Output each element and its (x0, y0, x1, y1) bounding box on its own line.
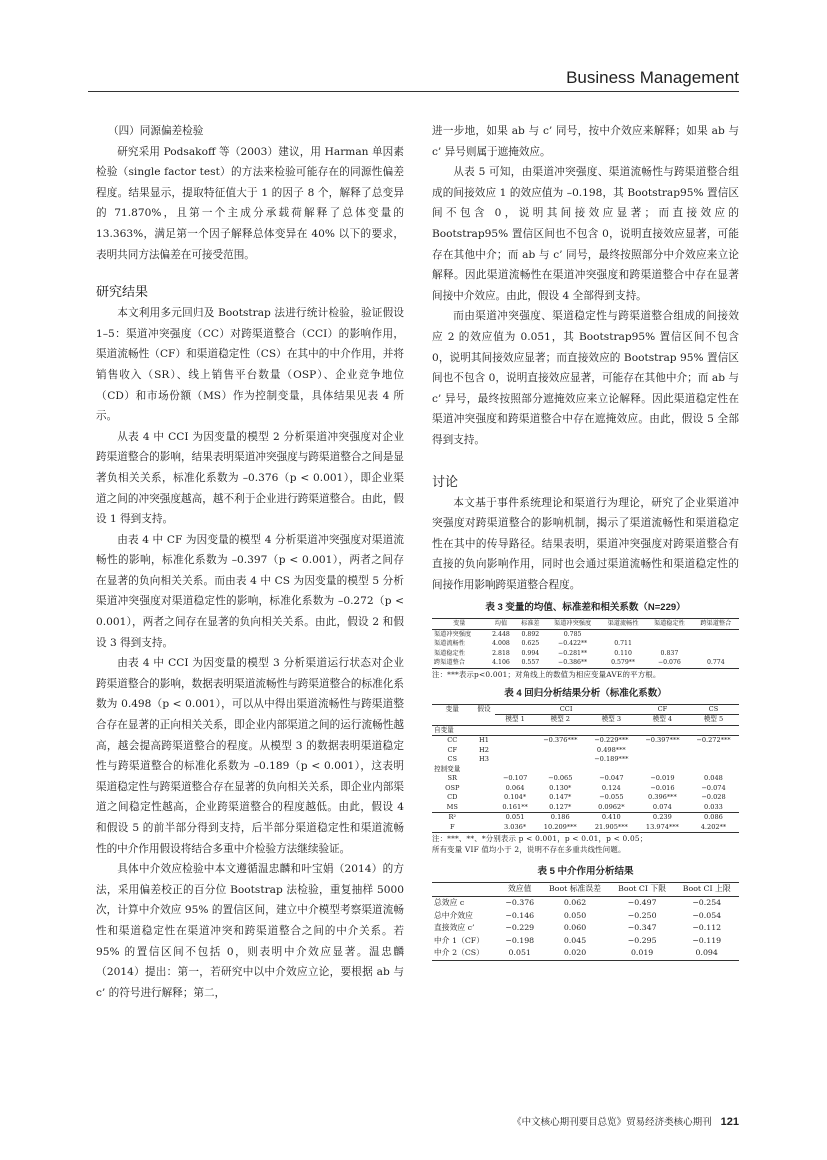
table-cell: −0.019 (650, 774, 675, 783)
table3-header: 标准差 (521, 620, 540, 628)
table-cell: 中介 2（CS） (434, 948, 484, 958)
paragraph: 本文利用多元回归及 Bootstrap 法进行统计检验，验证假设 1–5：渠道冲突强度（CC）对跨渠道整合（CCI）的影响作用，渠道流畅性（CF）和渠道稳定性（CS）在其中的中介作用，并将销售收入（SR）、线上销售平台数量（OSP）、企业竞争地位（CD）和市场份额（MS）作为控制变量，具体结果见表 4 所示。 (96, 307, 404, 423)
table-cell (693, 649, 739, 659)
table-cell: 0.050 (563, 910, 587, 920)
right-column (432, 121, 739, 961)
table-cell: −0.347 (627, 923, 657, 933)
table-cell: 0.020 (563, 948, 587, 958)
paragraph: 从表 5 可知，由渠道冲突强度、渠道流畅性与跨渠道整合组成的间接效应 1 的效应值为 –0.198，其 Bootstrap95% 置信区间不包含 0，说明其间接效应显著；而直接效应的 Bootstrap95% 置信区间也不包含 0，说明直接效应显著，可能存在其他中介；而 ab 与 c’ 同号，最终按照部分中介效应来立论解释。因此渠道流畅性在渠道冲突强度和跨渠道整合中存在显著间接中介效应。由此，假设 4 全部得到支持。 (432, 166, 739, 302)
paragraph: 从表 4 中 CCI 为因变量的模型 2 分析渠道冲突强度对企业跨渠道整合的影响，结果表明渠道冲突强度与跨渠道整合之间是显著负相关关系，标准化系数为 –0.376（p < 0.001），即企业渠道之间的冲突强度越高，越不利于企业进行跨渠道整合。由此，假设 1 得到支持。 (96, 430, 404, 526)
table4-title: 表 4 回归分析结果分析（标准化系数） (504, 687, 667, 699)
table-cell (600, 629, 646, 639)
table-cell: 0.239 (652, 813, 672, 822)
table-cell: R² (448, 813, 457, 822)
table-cell: −0.076 (657, 659, 681, 667)
table-cell: H1 (478, 736, 489, 745)
table-row (432, 823, 739, 833)
table-cell: 2.818 (492, 649, 510, 657)
table4-section-label: 控制变量 (434, 764, 461, 773)
table-cell: 0.147* (549, 793, 572, 802)
table-cell: −0.146 (505, 910, 535, 920)
table-cell: −0.272*** (696, 736, 731, 745)
table-cell: 3.036* (503, 822, 527, 831)
table-cell: 0.130* (549, 783, 572, 792)
table3-note: 注：***表示p<0.001；对角线上的数值为相应变量AVE的平方根。 (432, 669, 661, 679)
table4-model-header: 模型 1 (505, 715, 525, 724)
subheading-common-method-bias: （四）同源偏差检验 (108, 125, 204, 137)
table-cell: H3 (478, 755, 489, 764)
table-cell: −0.112 (692, 923, 722, 933)
table4-section-row (432, 725, 739, 736)
table4-note-line2: 所有变量 VIF 值均小于 2，说明不存在多重共线性问题。 (432, 845, 626, 855)
table3-header: 均值 (494, 620, 508, 628)
table-cell: 0.045 (563, 935, 587, 945)
table-cell (473, 823, 496, 833)
table-cell: H2 (478, 745, 489, 754)
table-row (432, 793, 739, 803)
table-row (432, 803, 739, 813)
table3-header: 渠道流畅性 (607, 620, 639, 628)
table-cell (473, 793, 496, 803)
table-cell: 0.186 (550, 813, 570, 822)
table-cell: 4.202** (700, 822, 727, 831)
table4-section-label: 自变量 (434, 725, 454, 734)
table-cell (473, 774, 496, 784)
paragraph: 而由渠道冲突强度、渠道稳定性与跨渠道整合组成的间接效应 2 的效应值为 0.051，其 Bootstrap95% 置信区间不包含 0，说明其间接效应显著；而直接效应的 Bootstrap 95% 置信区间也不包含 0，说明直接效应显著，可能存在其他中介；而 ab 与 c’ 异号，最终按照部分遮掩效应来立论解释。因此渠道稳定性在渠道冲突强度和跨渠道整合中存在遮掩效应。由此，假设 5 全部得到支持。 (432, 310, 739, 446)
table-cell: CF (447, 745, 458, 754)
table-cell: 0.060 (563, 923, 587, 933)
table-cell: 0.048 (704, 774, 723, 783)
table-cell: 渠道冲突强度 (434, 630, 472, 638)
table-cell: −0.397*** (645, 736, 680, 745)
table-cell: 0.124 (601, 783, 621, 792)
table-cell (535, 746, 586, 756)
table-cell: MS (446, 802, 458, 811)
table-cell: −0.295 (627, 935, 657, 945)
table-row (432, 736, 739, 746)
table-cell: 0.064 (505, 783, 525, 792)
table-cell: 总效应 c (434, 898, 465, 908)
table-cell: 0.033 (704, 802, 723, 811)
table-cell: 0.051 (505, 813, 525, 822)
table-cell (688, 746, 739, 756)
table-row (432, 897, 739, 910)
page-footer (512, 1114, 739, 1128)
table-cell (473, 803, 496, 813)
table3-header: 渠道冲突强度 (554, 620, 592, 628)
table-row (432, 649, 739, 659)
table-cell: −0.047 (599, 774, 624, 783)
heading-discussion: 讨论 (432, 473, 459, 489)
table-row (432, 639, 739, 649)
table-row (432, 658, 739, 668)
table-cell (495, 746, 534, 756)
table5-header: 效应值 (508, 884, 532, 894)
table-cell: 0.396*** (647, 793, 677, 802)
table4-header-row (432, 704, 739, 715)
table-cell: 2.448 (492, 630, 510, 638)
table-cell: −0.254 (692, 898, 722, 908)
table-cell: 0.074 (652, 802, 672, 811)
table-cell: 0.127* (549, 802, 572, 811)
table-cell: 4.008 (492, 640, 510, 648)
table-cell: −0.028 (701, 793, 726, 802)
table4-model-header: 模型 3 (601, 715, 622, 724)
table-cell: 4.106 (492, 659, 510, 667)
table-cell: 0.104* (503, 793, 527, 802)
table-cell: 直接效应 c’ (434, 923, 475, 933)
table-cell: −0.229*** (594, 736, 629, 745)
table4-header: CF (637, 704, 688, 715)
table4-header: 假设 (477, 705, 491, 714)
table-cell: −0.119 (692, 935, 722, 945)
table-cell (535, 755, 586, 765)
page-number: 121 (720, 1116, 739, 1128)
table-cell: CD (447, 793, 458, 802)
table-cell: 0.711 (614, 640, 632, 648)
table5-title: 表 5 中介作用分析结果 (537, 866, 634, 878)
table-cell (637, 746, 688, 756)
table3-header-row (432, 619, 739, 630)
table-cell: −0.189*** (594, 755, 629, 764)
paragraph: 具体中介效应检验中本文遵循温忠麟和叶宝娟（2014）的方法，采用偏差校正的百分位 Bootstrap 法检验，重复抽样 5000 次，计算中介效应 95% 的置信区间，建立中介模型考察渠道流畅性和渠道稳定性在渠道冲突和跨渠道整合之间的中介关系。若 95% 的置信区间不包括 0，则表明中介效应显著。温忠麟（2014）提出：第一，若研究中以中介效应立论，要根据 ab 与 c’ 的符号进行解释；第二， (96, 863, 404, 999)
table-cell (637, 755, 688, 765)
table4-header: CCI (495, 704, 636, 715)
table-cell: −0.386** (558, 659, 588, 667)
table-cell: CS (447, 755, 458, 764)
table-cell: 0.0962* (598, 802, 625, 811)
table-row (432, 947, 739, 960)
table-cell: −0.422** (558, 640, 588, 648)
table-row (432, 774, 739, 784)
table-row (432, 746, 739, 756)
table3-header: 渠道稳定性 (653, 620, 685, 628)
table-cell: OSP (445, 783, 460, 792)
table-cell (473, 784, 496, 794)
table-cell: 21.905*** (594, 822, 628, 831)
table-cell (495, 736, 534, 746)
table5-header: Boot CI 下限 (618, 884, 667, 894)
table5-header: Boot 标准误差 (549, 884, 601, 894)
table-cell: −0.376 (505, 898, 535, 908)
heading-results: 研究结果 (96, 284, 149, 300)
table-cell: 0.110 (614, 649, 632, 657)
table4 (432, 704, 739, 834)
journal-section-title: Business Management (566, 68, 739, 87)
table-cell (693, 639, 739, 649)
table-row (432, 910, 739, 923)
table-cell: CC (447, 736, 458, 745)
table-cell: 0.062 (563, 898, 587, 908)
table-cell: −0.281** (558, 649, 588, 657)
table4-header: CS (688, 704, 739, 715)
table-cell (473, 813, 496, 823)
table-cell (646, 639, 692, 649)
table-row (432, 755, 739, 765)
table-cell: 渠道稳定性 (434, 649, 465, 657)
table-cell: −0.054 (692, 910, 722, 920)
table3-title: 表 3 变量的均值、标准差和相关系数（N=229） (485, 602, 686, 614)
table-cell: 0.579** (611, 659, 635, 667)
table-cell (693, 629, 739, 639)
table-cell (688, 755, 739, 765)
table4-subheader-row (432, 715, 739, 726)
table-cell: 0.994 (521, 649, 540, 657)
paragraph: 由表 4 中 CCI 为因变量的模型 3 分析渠道运行状态对企业跨渠道整合的影响，数据表明渠道流畅性与跨渠道整合的标准化系数为 0.498（p < 0.001），可以从中得出渠道流畅性与跨渠道整合存在显著的正向相关关系，即企业内部渠道之间的运行流畅性越高，越会提高跨渠道整合的程度。从模型 3 的数据表明渠道稳定性与跨渠道整合的标准化系数为 –0.189（p < 0.001），这表明渠道稳定性与跨渠道整合存在显著的负向相关关系，即企业内部渠道之间稳定性越高，企业跨渠道整合的程度越低。由此，假设 4 和假设 5 的前半部分得到支持，后半部分渠道稳定性和渠道流畅性的中介作用假设将结合多重中介检验方法继续验证。 (96, 657, 404, 855)
table-cell: 0.094 (695, 948, 718, 958)
table-cell: −0.016 (650, 783, 675, 792)
table-cell: SR (447, 774, 457, 783)
paragraph: 研究采用 Podsakoff 等（2003）建议，用 Harman 单因素检验（single factor test）的方法来检验可能存在的同源性偏差程度。结果显示，提取特征值大于 1 的因子 8 个，解释了总变异的 71.870%，且第一个主成分承载荷解释了总体变量的 13.363%，满足第一个因子解释总体变异在 40% 以下的要求，表明共同方法偏差在可接受范围。 (96, 145, 404, 261)
table4-model-header: 模型 2 (550, 715, 570, 724)
table-cell: 0.785 (563, 630, 582, 638)
table-cell: −0.065 (548, 774, 573, 783)
table5-header-row (432, 883, 739, 897)
table4-note-line1: 注：***、**、*分别表示 p < 0.001，p < 0.01，p < 0.05； (432, 834, 648, 844)
table-cell: −0.497 (627, 898, 657, 908)
table-row (432, 813, 739, 823)
table4-model-header: 模型 5 (703, 715, 724, 724)
paragraph: 由表 4 中 CF 为因变量的模型 4 分析渠道冲突强度对渠道流畅性的影响，标准化系数为 –0.397（p < 0.001），两者之间存在显著的负向相关关系。而由表 4 中 CS 为因变量的模型 5 分析渠道冲突强度对渠道稳定性的影响，标准化系数为 –0.272（p < 0.001），两者之间存在显著的负向相关关系。由此，假设 2 和假设 3 得到支持。 (96, 533, 404, 649)
table-row (432, 935, 739, 948)
table-cell: 0.837 (660, 649, 679, 657)
table5 (432, 882, 739, 961)
table-cell: 0.051 (508, 948, 531, 958)
table4-model-header: 模型 4 (652, 715, 673, 724)
table-cell: 13.974*** (645, 822, 679, 831)
table5-header: Boot CI 上限 (682, 884, 731, 894)
table3-header: 跨渠道整合 (700, 620, 732, 628)
table-cell: −0.198 (505, 935, 535, 945)
table3-header: 变量 (453, 620, 466, 628)
table-cell: 0.625 (521, 640, 540, 648)
paragraph: 本文基于事件系统理论和渠道行为理论，研究了企业渠道冲突强度对跨渠道整合的影响机制，揭示了渠道流畅性和渠道稳定性在其中的传导路径。结果表明，渠道冲突强度对跨渠道整合有直接的负向影响作用，同时也会通过渠道流畅性和渠道稳定性的间接作用影响跨渠道整合程度。 (432, 496, 739, 591)
table-cell: 0.892 (521, 630, 540, 638)
table-cell (495, 755, 534, 765)
table-cell: 0.774 (706, 659, 725, 667)
table-cell: 总中介效应 (434, 910, 473, 920)
table4-header: 变量 (445, 705, 459, 714)
table3 (432, 618, 739, 669)
table-cell: 0.557 (521, 659, 540, 667)
table-row (432, 629, 739, 639)
left-column (96, 121, 404, 1003)
table-cell: 跨渠道整合 (434, 659, 465, 667)
header-divider (88, 91, 739, 92)
table-row (432, 922, 739, 935)
paragraph: 进一步地，如果 ab 与 c’ 同号，按中介效应来解释；如果 ab 与 c’ 异号则属于遮掩效应。 (432, 125, 739, 158)
table-cell: 0.161** (502, 802, 528, 811)
table-cell: F (449, 822, 455, 831)
table-cell: −0.250 (627, 910, 657, 920)
table4-section-row (432, 765, 739, 775)
table-cell: −0.107 (502, 774, 528, 783)
table-cell: 中介 1（CF） (434, 935, 485, 945)
table-cell: 渠道流畅性 (434, 640, 465, 648)
table-cell: 0.019 (630, 948, 654, 958)
table-row (432, 784, 739, 794)
table-cell: 0.086 (704, 813, 723, 822)
table-cell (646, 629, 692, 639)
table-cell: −0.055 (599, 793, 624, 802)
footer-journal-name: 《中文核心期刊要目总览》贸易经济类核心期刊 (512, 1117, 712, 1128)
table-cell: 10.209*** (543, 822, 577, 831)
table5-header (432, 883, 499, 897)
table-cell: 0.498*** (596, 745, 626, 754)
table-cell: −0.074 (701, 783, 726, 792)
table-cell: −0.229 (505, 923, 535, 933)
table-cell: −0.376*** (543, 736, 578, 745)
table-cell: 0.410 (601, 813, 621, 822)
